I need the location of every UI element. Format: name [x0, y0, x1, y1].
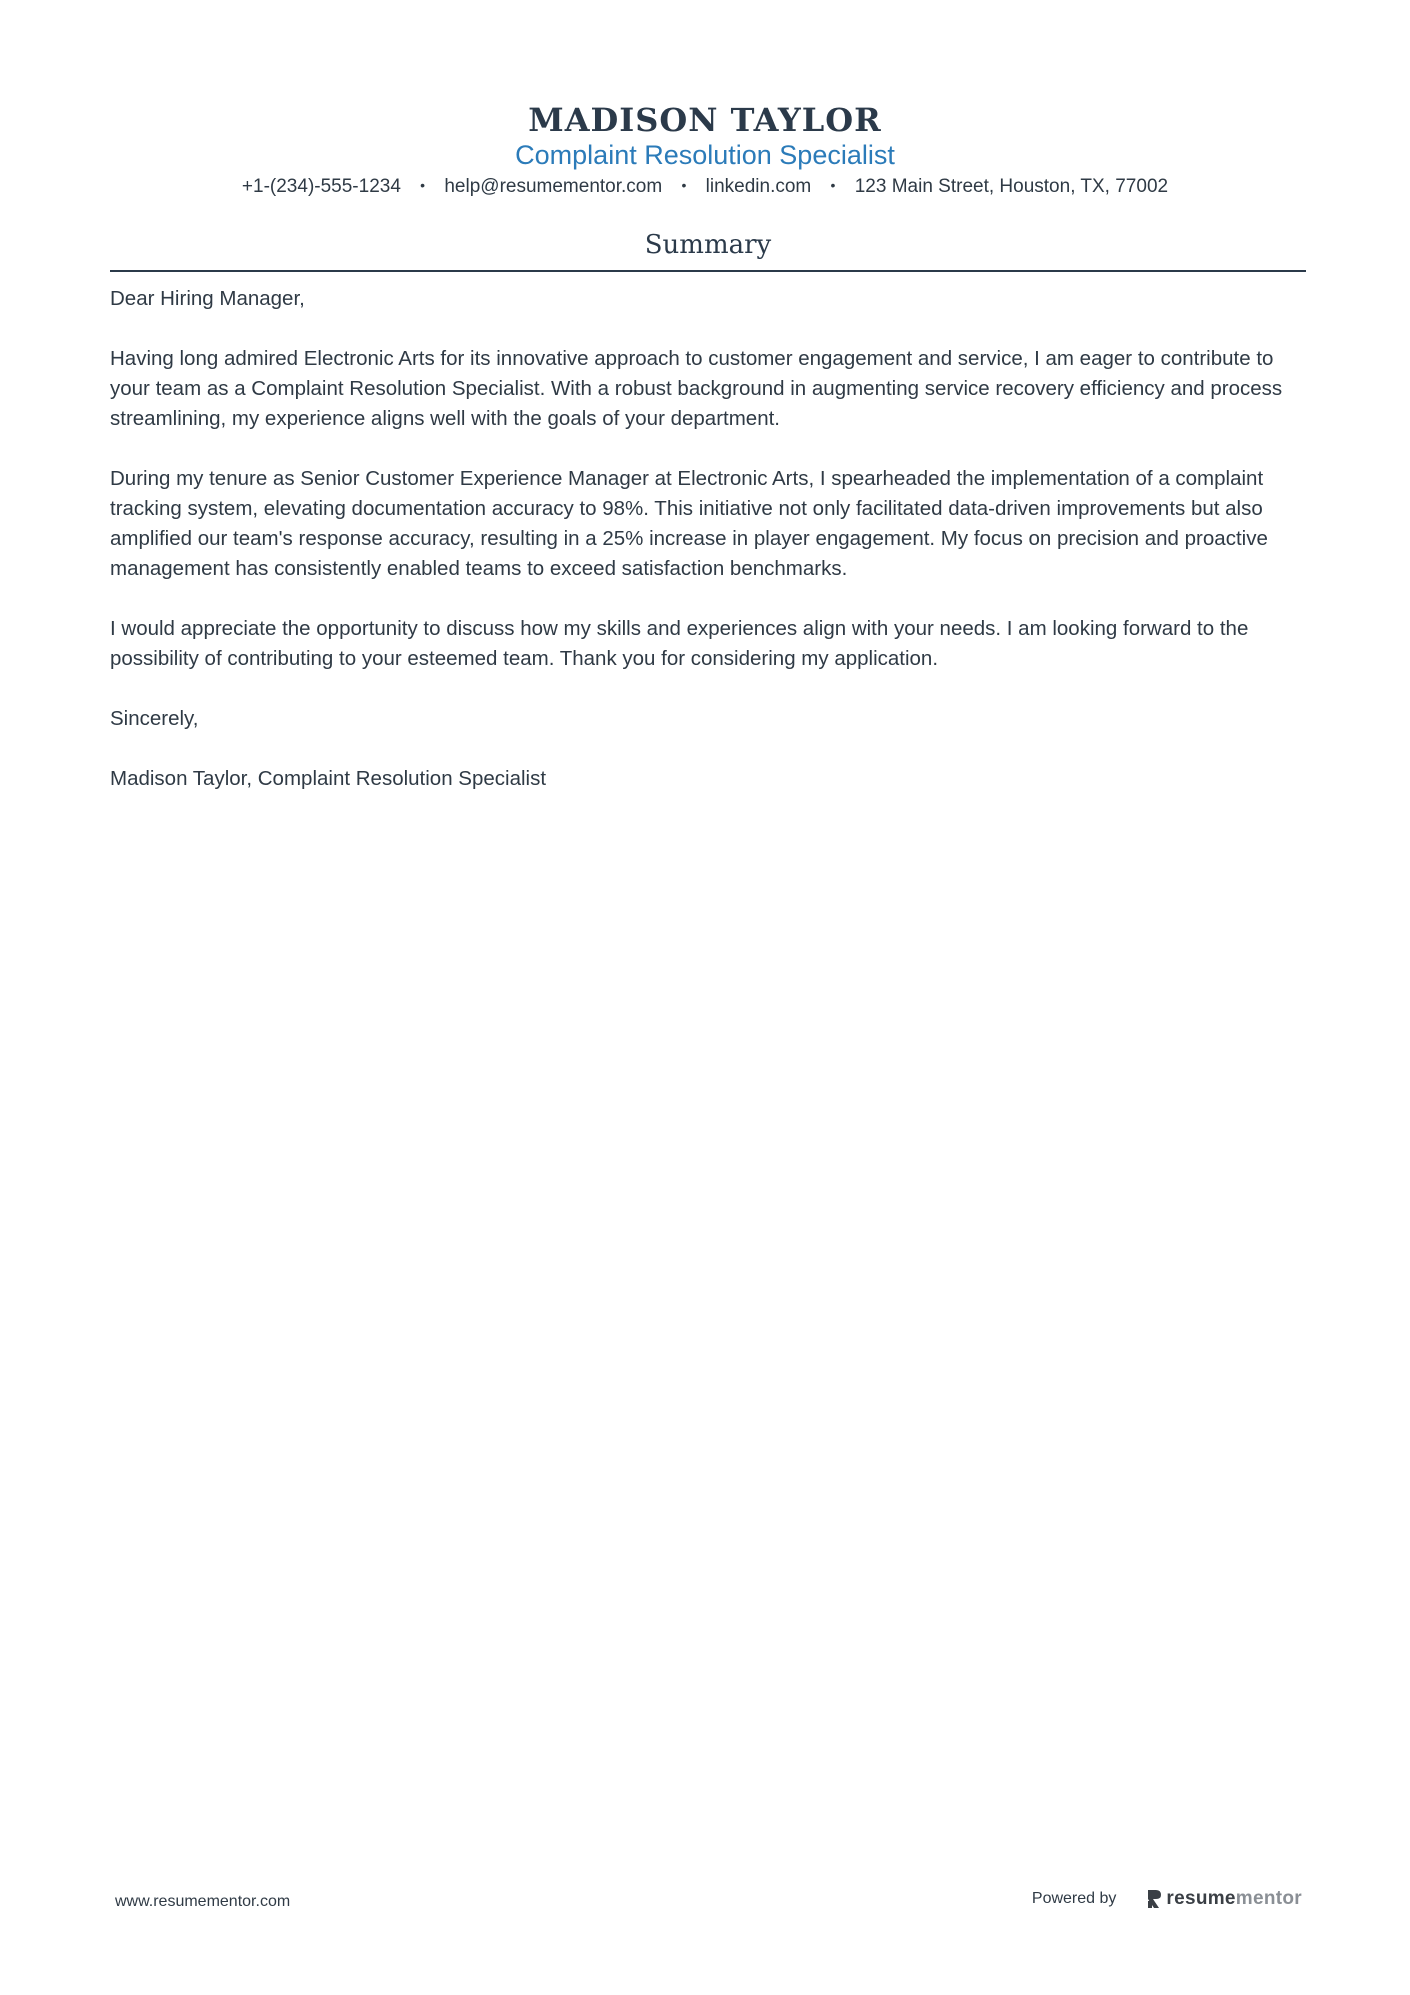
letter-closing: Sincerely,	[110, 707, 199, 730]
letter-paragraph: During my tenure as Senior Customer Experience Manager at Electronic Arts, I spearheaded the implementation of a complaint tracking system, elevating documentation accuracy to 98%. This initiative not only facilitated data-driven improvements but also amplified our team's response accuracy, resulting in a 25% increase in player engagement. My focus on precision and proactive management has consistently enabled teams to exceed satisfaction benchmarks.	[110, 467, 1268, 580]
bullet-separator: •	[420, 177, 426, 193]
contact-phone: +1-(234)-555-1234	[241, 176, 401, 197]
contact-linkedin[interactable]: linkedin.com	[705, 176, 812, 197]
letter-body	[110, 284, 1306, 824]
letter-greeting: Dear Hiring Manager,	[110, 287, 305, 310]
candidate-role: Complaint Resolution Specialist	[515, 140, 895, 170]
header	[0, 100, 1410, 200]
section-title-summary: Summary	[644, 230, 772, 260]
contact-email[interactable]: help@resumementor.com	[444, 176, 663, 197]
contact-address: 123 Main Street, Houston, TX, 77002	[854, 176, 1169, 197]
bullet-separator: •	[830, 177, 836, 193]
letter-signature: Madison Taylor, Complaint Resolution Specialist	[110, 767, 547, 790]
footer-branding	[1032, 1888, 1302, 1910]
powered-by-label: Powered by	[1031, 1890, 1117, 1907]
resumementor-logo-icon	[1146, 1889, 1162, 1909]
brand-name-part2: mentor	[1235, 1888, 1302, 1909]
bullet-separator: •	[681, 177, 687, 193]
candidate-name: MADISON TAYLOR	[528, 101, 882, 139]
letter-paragraph: I would appreciate the opportunity to discuss how my skills and experiences align with your needs. I am looking forward to the possibility of contributing to your esteemed team. Thank you for considering my application.	[110, 617, 1249, 670]
brand-name-part1: resume	[1166, 1888, 1236, 1909]
footer-website[interactable]: www.resumementor.com	[115, 1893, 291, 1910]
section-divider	[110, 270, 1306, 272]
brand-logo[interactable]	[1146, 1888, 1302, 1910]
contact-line	[0, 174, 1410, 200]
letter-paragraph: Having long admired Electronic Arts for its innovative approach to customer engagement and service, I am eager to contribute to your team as a Complaint Resolution Specialist. With a robust background in augmenting service recovery efficiency and process streamlining, my experience aligns well with the goals of your department.	[110, 347, 1283, 430]
